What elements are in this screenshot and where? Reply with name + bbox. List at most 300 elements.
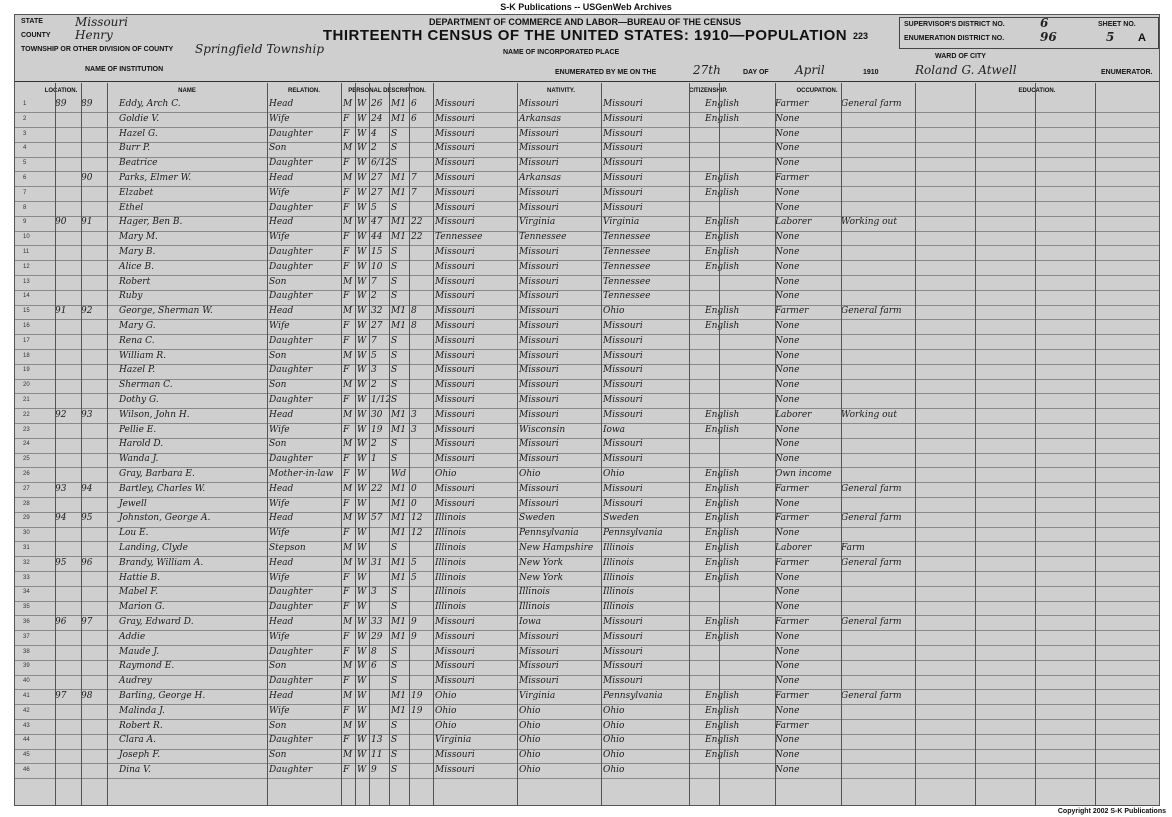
cell-name: Mabel F. <box>119 587 159 598</box>
cell-age: 6/12 <box>371 158 392 169</box>
cell-sex: F <box>343 113 350 124</box>
cell-name: Hattie B. <box>119 572 160 583</box>
cell-occ: None <box>775 765 800 775</box>
cell-age: 7 <box>371 276 377 287</box>
column-rule <box>689 83 690 805</box>
cell-mother: Illinois <box>603 572 634 583</box>
cell-lang: English <box>705 543 740 553</box>
cell-ms: M1 <box>391 424 406 435</box>
cell-name: Landing, Clyde <box>119 543 188 553</box>
cell-birth: Missouri <box>435 350 475 361</box>
cell-age: 2 <box>371 143 377 154</box>
cell-name: Elzabet <box>119 187 154 198</box>
cell-mother: Ohio <box>603 750 625 761</box>
cell-birth: Missouri <box>435 631 475 642</box>
cell-father: Ohio <box>519 705 541 716</box>
cell-sex: M <box>343 543 353 553</box>
line-number: 11 <box>23 249 30 255</box>
cell-ms: S <box>391 454 398 465</box>
cell-birth: Illinois <box>435 528 466 539</box>
column-education: EDUCATION. <box>915 83 1160 99</box>
cell-yrs: 0 <box>411 483 417 494</box>
cell-lang: English <box>705 617 740 627</box>
census-row <box>15 767 1159 779</box>
cell-mother: Ohio <box>603 765 625 775</box>
cell-father: Missouri <box>519 365 559 376</box>
cell-birth: Missouri <box>435 247 475 257</box>
cell-mother: Tennessee <box>603 261 651 272</box>
cell-name: Sherman C. <box>119 380 173 391</box>
cell-lang: English <box>705 720 740 731</box>
place-label: NAME OF INCORPORATED PLACE <box>503 49 620 56</box>
cell-birth: Missouri <box>435 646 475 657</box>
cell-name: Johnston, George A. <box>119 513 211 524</box>
cell-sex: F <box>343 528 350 539</box>
cell-yrs: 6 <box>411 113 417 124</box>
cell-occ: None <box>775 350 800 361</box>
cell-father: Missouri <box>519 276 559 287</box>
column-nativity: NATIVITY. <box>433 83 690 99</box>
cell-mother: Missouri <box>603 380 643 391</box>
cell-mother: Missouri <box>603 335 643 346</box>
cell-age: 13 <box>371 735 383 746</box>
cell-age: 27 <box>371 187 383 198</box>
cell-name: William R. <box>119 350 167 361</box>
cell-birth: Ohio <box>435 720 457 731</box>
cell-sex: F <box>343 735 350 746</box>
cell-mother: Ohio <box>603 705 625 716</box>
cell-age: 6 <box>371 661 377 672</box>
cell-occ: None <box>775 750 800 761</box>
census-row <box>15 128 1159 143</box>
enumerator-label: ENUMERATOR. <box>1101 69 1153 76</box>
census-row <box>15 113 1159 128</box>
line-number: 45 <box>23 752 30 759</box>
cell-sex: F <box>343 202 350 213</box>
cell-name: Raymond E. <box>119 661 175 672</box>
cell-race: W <box>357 661 367 672</box>
cell-ms: S <box>391 602 398 613</box>
cell-mother: Missouri <box>603 439 643 450</box>
cell-father: Ohio <box>519 750 541 761</box>
cell-father: Arkansas <box>519 113 562 124</box>
census-row <box>15 619 1159 631</box>
cell-yrs: 6 <box>411 99 417 109</box>
line-number: 41 <box>23 693 30 699</box>
column-rule <box>915 83 916 805</box>
cell-occ: None <box>775 365 800 376</box>
line-number: 33 <box>23 574 30 581</box>
cell-mother: Missouri <box>603 631 643 642</box>
census-title: THIRTEENTH CENSUS OF THE UNITED STATES: 1910—POPULATION <box>322 27 848 44</box>
cell-sex: F <box>343 587 350 598</box>
cell-race: W <box>357 321 367 331</box>
cell-sex: F <box>343 676 350 687</box>
cell-rel: Son <box>269 720 287 731</box>
census-row <box>15 409 1159 424</box>
cell-name: Hazel P. <box>119 365 156 376</box>
cell-father: Tennessee <box>519 232 567 243</box>
cell-father: Ohio <box>519 735 541 746</box>
line-number: 38 <box>23 648 30 655</box>
cell-age: 2 <box>371 380 377 391</box>
cell-father: Missouri <box>519 409 559 420</box>
column-rule <box>355 83 356 805</box>
cell-ms: S <box>391 261 398 272</box>
cell-mother: Ohio <box>603 469 625 479</box>
census-row <box>15 160 1159 172</box>
header-rule <box>15 81 1159 82</box>
cell-sex: M <box>343 557 353 568</box>
cell-name: Joseph F. <box>119 750 161 761</box>
cell-ms: M1 <box>391 691 406 701</box>
cell-occ: None <box>775 498 800 509</box>
cell-birth: Missouri <box>435 173 475 183</box>
cell-birth: Missouri <box>435 261 475 272</box>
cell-race: W <box>357 646 367 657</box>
cell-race: W <box>357 217 367 228</box>
cell-father: Missouri <box>519 676 559 687</box>
line-number: 42 <box>23 707 30 714</box>
cell-fam: 91 <box>81 217 93 228</box>
cell-rel: Daughter <box>269 646 313 657</box>
cell-rel: Son <box>269 350 287 361</box>
cell-rel: Head <box>269 306 294 317</box>
cell-rel: Son <box>269 143 287 154</box>
line-number: 7 <box>23 189 27 196</box>
cell-mother: Illinois <box>603 557 634 568</box>
cell-birth: Illinois <box>435 513 466 524</box>
column-rule <box>775 83 776 805</box>
cell-occ: None <box>775 276 800 287</box>
cell-race: W <box>357 498 367 509</box>
sheet-label: SHEET NO. <box>1098 21 1136 28</box>
cell-mother: Missouri <box>603 113 643 124</box>
cell-occ: Farmer <box>775 720 809 731</box>
cell-rel: Daughter <box>269 365 313 376</box>
cell-father: Pennsylvania <box>519 528 579 539</box>
census-grid <box>15 83 1159 805</box>
cell-sex: M <box>343 439 353 450</box>
cell-rel: Daughter <box>269 128 313 139</box>
cell-age: 4 <box>371 128 377 139</box>
cell-name: Ruby <box>119 291 143 302</box>
cell-dw: 94 <box>55 513 67 524</box>
cell-age: 15 <box>371 247 383 257</box>
cell-rel: Daughter <box>269 291 313 302</box>
column-rule <box>55 83 56 805</box>
cell-race: W <box>357 617 367 627</box>
cell-ms: S <box>391 143 398 154</box>
cell-race: W <box>357 113 367 124</box>
cell-birth: Missouri <box>435 291 475 302</box>
cell-ms: M1 <box>391 617 406 627</box>
cell-race: W <box>357 765 367 775</box>
census-row <box>15 202 1159 217</box>
cell-sex: F <box>343 498 350 509</box>
census-row <box>15 604 1159 616</box>
cell-race: W <box>357 750 367 761</box>
line-number: 18 <box>23 352 30 359</box>
cell-occ: None <box>775 528 800 539</box>
cell-rel: Head <box>269 217 294 228</box>
cell-age: 3 <box>371 587 377 598</box>
cell-occ: None <box>775 335 800 346</box>
census-row <box>15 589 1159 601</box>
cell-birth: Missouri <box>435 498 475 509</box>
cell-birth: Ohio <box>435 469 457 479</box>
cell-race: W <box>357 705 367 716</box>
census-row <box>15 145 1159 157</box>
line-number: 29 <box>23 515 30 522</box>
cell-mother: Pennsylvania <box>603 691 663 701</box>
cell-race: W <box>357 202 367 213</box>
census-row <box>15 557 1159 572</box>
cell-rel: Head <box>269 99 294 109</box>
cell-father: Missouri <box>519 380 559 391</box>
cell-rel: Wife <box>269 528 290 539</box>
cell-occ: None <box>775 646 800 657</box>
cell-occ: Farmer <box>775 173 809 183</box>
cell-mother: Missouri <box>603 409 643 420</box>
cell-father: Missouri <box>519 291 559 302</box>
cell-age: 33 <box>371 617 383 627</box>
cell-lang: English <box>705 173 740 183</box>
cell-race: W <box>357 631 367 642</box>
cell-lang: English <box>705 424 740 435</box>
column-personal: PERSONAL DESCRIPTION. <box>341 83 434 99</box>
cell-ind: Working out <box>841 409 897 420</box>
cell-ms: S <box>391 439 398 450</box>
cell-rel: Wife <box>269 631 290 642</box>
cell-age: 27 <box>371 173 383 183</box>
cell-mother: Tennessee <box>603 232 651 243</box>
cell-name: Gray, Edward D. <box>119 617 194 627</box>
line-number: 44 <box>23 737 30 744</box>
census-row <box>15 234 1159 246</box>
census-row <box>15 471 1159 483</box>
cell-mother: Illinois <box>603 543 634 553</box>
cell-ms: M1 <box>391 113 406 124</box>
cell-rel: Son <box>269 750 287 761</box>
cell-mother: Missouri <box>603 676 643 687</box>
census-row <box>15 631 1159 646</box>
census-row <box>15 693 1159 705</box>
cell-sex: F <box>343 454 350 465</box>
cell-father: New York <box>519 557 564 568</box>
cell-name: Mary M. <box>119 232 158 243</box>
cell-mother: Illinois <box>603 602 634 613</box>
cell-sex: F <box>343 247 350 257</box>
cell-name: Beatrice <box>119 158 158 169</box>
cell-ms: S <box>391 543 398 553</box>
cell-age: 57 <box>371 513 383 524</box>
cell-birth: Missouri <box>435 158 475 169</box>
cell-occ: None <box>775 261 800 272</box>
cell-ms: M1 <box>391 528 406 539</box>
cell-name: Addie <box>119 631 146 642</box>
cell-father: Missouri <box>519 395 559 405</box>
cell-name: Goldie V. <box>119 113 160 124</box>
cell-mother: Illinois <box>603 587 634 598</box>
cell-mother: Tennessee <box>603 247 651 257</box>
line-number: 36 <box>23 619 30 625</box>
census-row <box>15 646 1159 661</box>
cell-father: Missouri <box>519 261 559 272</box>
cell-mother: Missouri <box>603 350 643 361</box>
cell-birth: Missouri <box>435 306 475 317</box>
cell-rel: Son <box>269 661 287 672</box>
township-value: Springfield Township <box>195 42 325 56</box>
cell-father: Virginia <box>519 691 556 701</box>
cell-birth: Missouri <box>435 276 475 287</box>
cell-yrs: 19 <box>411 705 423 716</box>
supervisor-district-value: 6 <box>1040 16 1049 30</box>
cell-father: New York <box>519 572 564 583</box>
cell-sex: M <box>343 306 353 317</box>
cell-fam: 96 <box>81 557 93 568</box>
column-rule <box>1095 83 1096 805</box>
cell-yrs: 7 <box>411 187 417 198</box>
cell-mother: Virginia <box>603 217 640 228</box>
cell-occ: None <box>775 202 800 213</box>
cell-dw: 90 <box>55 217 67 228</box>
census-row <box>15 101 1159 113</box>
enumerator-signature: Roland G. Atwell <box>915 63 1017 77</box>
cell-father: Arkansas <box>519 173 562 183</box>
cell-rel: Daughter <box>269 735 313 746</box>
cell-ms: S <box>391 158 398 169</box>
cell-name: Alice B. <box>119 261 154 272</box>
cell-name: Robert R. <box>119 720 163 731</box>
cell-ms: S <box>391 128 398 139</box>
cell-mother: Missouri <box>603 128 643 139</box>
cell-mother: Iowa <box>603 424 626 435</box>
cell-father: Missouri <box>519 454 559 465</box>
line-number: 32 <box>23 559 30 566</box>
census-row <box>15 382 1159 394</box>
cell-ind: Farm <box>841 543 865 553</box>
cell-father: Missouri <box>519 143 559 154</box>
cell-yrs: 12 <box>411 528 423 539</box>
cell-ms: S <box>391 587 398 598</box>
cell-occ: None <box>775 128 800 139</box>
cell-sex: M <box>343 483 353 494</box>
line-number: 43 <box>23 722 30 729</box>
cell-sex: M <box>343 513 353 524</box>
census-row <box>15 663 1159 675</box>
cell-sex: F <box>343 232 350 243</box>
cell-race: W <box>357 543 367 553</box>
cell-ind: General farm <box>841 617 902 627</box>
cell-age: 7 <box>371 335 377 346</box>
cell-father: Sweden <box>519 513 556 524</box>
cell-rel: Wife <box>269 321 290 331</box>
line-number: 5 <box>23 160 27 167</box>
census-row <box>15 530 1159 542</box>
cell-birth: Missouri <box>435 409 475 420</box>
cell-age: 9 <box>371 765 377 775</box>
cell-age: 11 <box>371 750 383 761</box>
cell-yrs: 5 <box>411 572 417 583</box>
census-row <box>15 720 1159 735</box>
census-row <box>15 350 1159 365</box>
cell-birth: Missouri <box>435 676 475 687</box>
cell-father: Iowa <box>519 617 542 627</box>
cell-father: Missouri <box>519 483 559 494</box>
cell-mother: Missouri <box>603 99 643 109</box>
cell-father: Ohio <box>519 720 541 731</box>
sheet-letter: A <box>1138 32 1146 44</box>
cell-mother: Missouri <box>603 483 643 494</box>
cell-occ: None <box>775 187 800 198</box>
copyright-notice: Copyright 2002 S-K Publications <box>1057 808 1166 815</box>
line-number: 13 <box>23 278 30 285</box>
cell-mother: Missouri <box>603 661 643 672</box>
cell-father: Missouri <box>519 646 559 657</box>
cell-age: 10 <box>371 261 383 272</box>
cell-sex: F <box>343 395 350 405</box>
cell-ms: M1 <box>391 99 406 109</box>
cell-ind: General farm <box>841 557 902 568</box>
cell-ms: M1 <box>391 572 406 583</box>
census-row <box>15 424 1159 439</box>
cell-rel: Wife <box>269 424 290 435</box>
cell-occ: None <box>775 380 800 391</box>
cell-rel: Daughter <box>269 587 313 598</box>
cell-fam: 93 <box>81 409 93 420</box>
census-year: 1910 <box>863 69 879 76</box>
cell-age: 31 <box>371 557 383 568</box>
cell-occ: None <box>775 587 800 598</box>
cell-occ: None <box>775 602 800 613</box>
cell-father: Illinois <box>519 587 550 598</box>
cell-mother: Ohio <box>603 720 625 731</box>
cell-occ: Own income <box>775 469 832 479</box>
line-number: 14 <box>23 293 30 300</box>
cell-father: Missouri <box>519 321 559 331</box>
cell-name: Marion G. <box>119 602 165 613</box>
cell-sex: F <box>343 321 350 331</box>
line-number: 23 <box>23 426 30 433</box>
cell-mother: Missouri <box>603 498 643 509</box>
cell-occ: None <box>775 631 800 642</box>
census-row <box>15 441 1159 453</box>
county-label: COUNTY <box>21 32 51 39</box>
cell-ind: Working out <box>841 217 897 228</box>
cell-name: Parks, Elmer W. <box>119 173 192 183</box>
column-rule <box>517 83 518 805</box>
cell-race: W <box>357 247 367 257</box>
cell-yrs: 9 <box>411 617 417 627</box>
cell-race: W <box>357 424 367 435</box>
census-row <box>15 276 1159 291</box>
cell-dw: 89 <box>55 99 67 109</box>
cell-lang: English <box>705 513 740 524</box>
cell-yrs: 3 <box>411 424 417 435</box>
cell-age: 29 <box>371 631 383 642</box>
cell-lang: English <box>705 735 740 746</box>
census-row <box>15 705 1159 720</box>
cell-race: W <box>357 513 367 524</box>
cell-race: W <box>357 380 367 391</box>
cell-rel: Head <box>269 483 294 494</box>
cell-fam: 90 <box>81 173 93 183</box>
cell-occ: None <box>775 158 800 169</box>
supervisor-district-label: SUPERVISOR'S DISTRICT NO. <box>904 21 1005 28</box>
cell-occ: None <box>775 424 800 435</box>
cell-yrs: 0 <box>411 498 417 509</box>
